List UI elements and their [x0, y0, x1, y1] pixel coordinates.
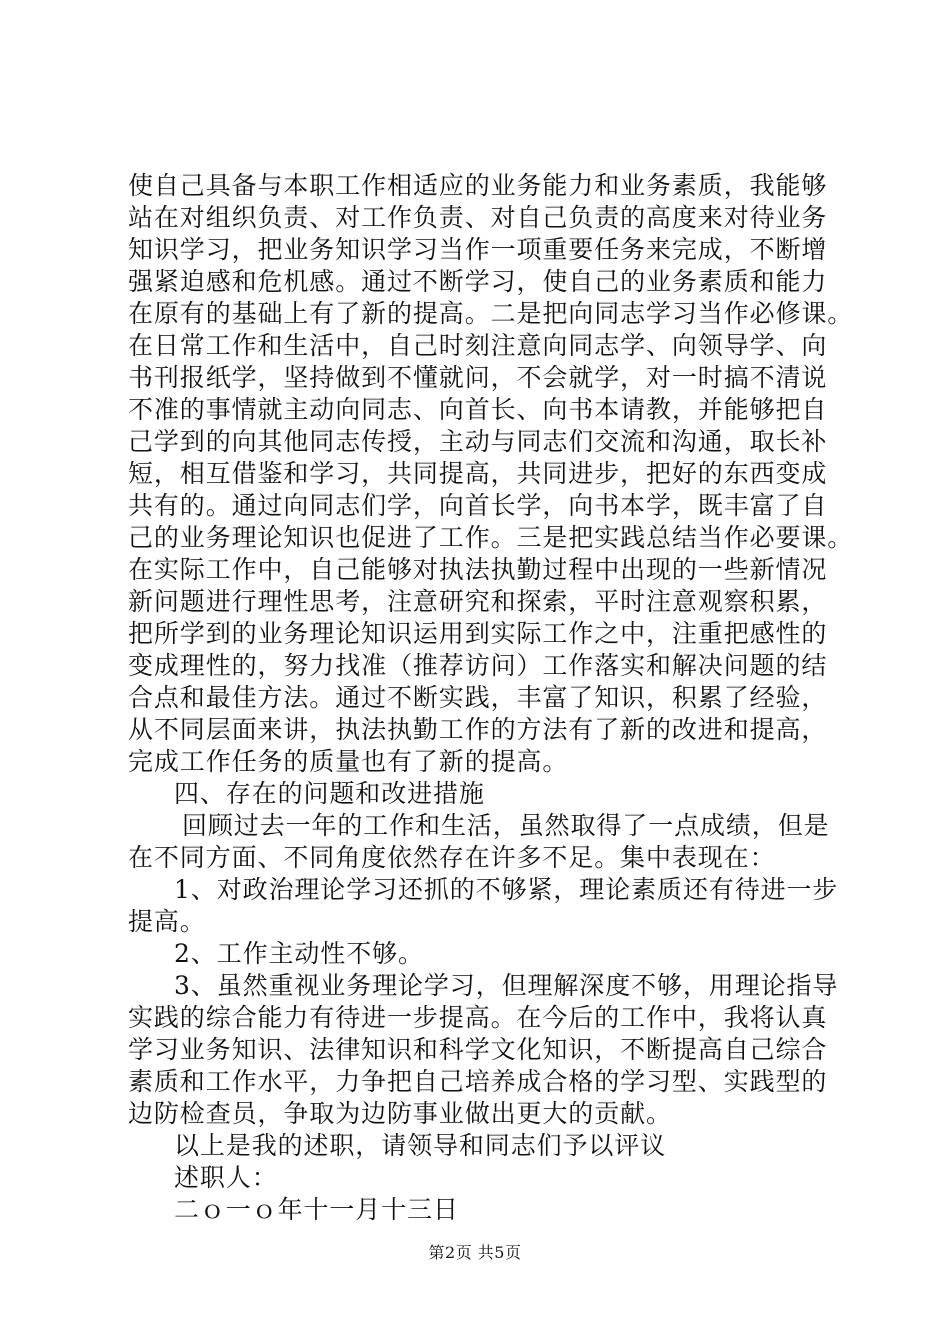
text-line: 在日常工作和生活中，自己时刻注意向同志学、向领导学、向 [128, 331, 828, 360]
closing-remark: 以上是我的述职，请领导和同志们予以评议 [174, 1131, 667, 1160]
text-line: 在实际工作中，自己能够对执法执勤过程中出现的一些新情况 [128, 555, 828, 584]
text-line: 书刊报纸学，坚持做到不懂就问，不会就学，对一时搞不清说 [128, 363, 828, 392]
signature-label: 述职人： [174, 1163, 278, 1192]
document-body [128, 170, 854, 1226]
text-line: 短，相互借鉴和学习，共同提高，共同进步，把好的东西变成 [128, 459, 828, 488]
text-line: 学习业务知识、法律知识和科学文化知识，不断提高自己综合 [128, 1035, 828, 1064]
text-line: 合点和最佳方法。通过不断实践，丰富了知识，积累了经验， [128, 683, 828, 712]
list-item: 3、虽然重视业务理论学习，但理解深度不够，用理论指导 [174, 971, 839, 1000]
text-line: 实践的综合能力有待进一步提高。在今后的工作中，我将认真 [128, 1003, 828, 1032]
page-number-footer: 第2页 共5页 [428, 1243, 522, 1262]
text-line: 共有的。通过向同志们学，向首长学，向书本学，既丰富了自 [128, 491, 828, 520]
text-line: 完成工作任务的质量也有了新的提高。 [128, 747, 569, 776]
list-item: 2、工作主动性不够。 [174, 939, 424, 968]
text-line: 在不同方面、不同角度依然存在许多不足。集中表现在： [128, 843, 776, 872]
text-line: 从不同层面来讲，执法执勤工作的方法有了新的改进和提高， [128, 715, 828, 744]
text-line: 使自己具备与本职工作相适应的业务能力和业务素质，我能够 [128, 171, 828, 200]
text-line: 变成理性的，努力找准（推荐访问）工作落实和解决问题的结 [128, 651, 828, 680]
list-item: 1、对政治理论学习还抓的不够紧，理论素质还有待进一步 [174, 875, 839, 904]
text-line: 把所学到的业务理论知识运用到实际工作之中，注重把感性的 [128, 619, 828, 648]
text-line: 知识学习，把业务知识学习当作一项重要任务来完成，不断增 [128, 235, 828, 264]
text-line: 在原有的基础上有了新的提高。二是把向同志学习当作必修课。 [128, 299, 854, 328]
text-line: 站在对组织负责、对工作负责、对自己负责的高度来对待业务 [128, 203, 828, 232]
text-line: 强紧迫感和危机感。通过不断学习，使自己的业务素质和能力 [128, 267, 828, 296]
section-heading: 四、存在的问题和改进措施 [174, 779, 485, 808]
text-line: 提高。 [128, 907, 206, 936]
text-line: 素质和工作水平，力争把自己培养成合格的学习型、实践型的 [128, 1067, 828, 1096]
text-line: 己的业务理论知识也促进了工作。三是把实践总结当作必要课。 [128, 523, 854, 552]
text-line: 边防检查员，争取为边防事业做出更大的贡献。 [128, 1099, 672, 1128]
document-date: 二ｏ一ｏ年十一月十三日 [174, 1195, 459, 1224]
text-line: 己学到的向其他同志传授，主动与同志们交流和沟通，取长补 [128, 427, 828, 456]
text-line: 回顾过去一年的工作和生活，虽然取得了一点成绩，但是 [182, 811, 830, 840]
text-line: 不准的事情就主动向同志、向首长、向书本请教，并能够把自 [128, 395, 828, 424]
text-line: 新问题进行理性思考，注意研究和探索，平时注意观察积累， [128, 587, 828, 616]
